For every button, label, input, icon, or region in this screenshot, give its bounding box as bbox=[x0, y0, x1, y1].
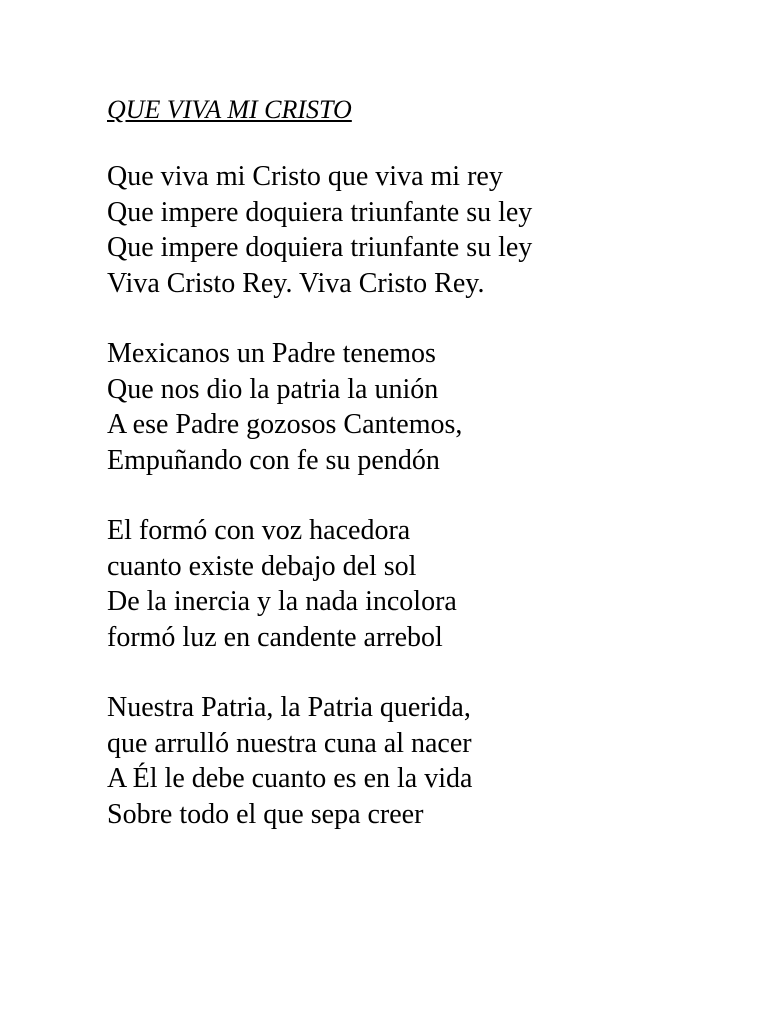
stanza-1 bbox=[107, 159, 727, 301]
lyric-line: formó luz en candente arrebol bbox=[107, 621, 443, 653]
lyric-line: Que impere doquiera triunfante su ley bbox=[107, 232, 533, 263]
lyric-line: Que nos dio la patria la unión bbox=[107, 373, 439, 405]
lyric-line: De la inercia y la nada incolora bbox=[107, 586, 457, 617]
lyric-line: que arrulló nuestra cuna al nacer bbox=[107, 727, 472, 759]
lyric-line: Nuestra Patria, la Patria querida, bbox=[107, 692, 471, 723]
lyric-line: Viva Cristo Rey. Viva Cristo Rey. bbox=[107, 267, 485, 299]
lyrics-body bbox=[107, 159, 727, 867]
lyric-line: Que viva mi Cristo que viva mi rey bbox=[107, 161, 503, 192]
lyric-line: Empuñando con fe su pendón bbox=[107, 444, 440, 476]
lyric-line: A ese Padre gozosos Cantemos, bbox=[107, 409, 463, 440]
lyric-line: cuanto existe debajo del sol bbox=[107, 550, 417, 582]
stanza-4 bbox=[107, 690, 727, 832]
stanza-3 bbox=[107, 513, 727, 655]
lyric-line: Mexicanos un Padre tenemos bbox=[107, 338, 436, 369]
lyric-line: Que impere doquiera triunfante su ley bbox=[107, 196, 533, 228]
lyric-line: Sobre todo el que sepa creer bbox=[107, 798, 424, 830]
lyric-line: El formó con voz hacedora bbox=[107, 515, 411, 546]
lyric-line: A Él le debe cuanto es en la vida bbox=[107, 763, 473, 794]
stanza-2 bbox=[107, 336, 727, 478]
song-title: QUE VIVA MI CRISTO bbox=[107, 95, 352, 124]
